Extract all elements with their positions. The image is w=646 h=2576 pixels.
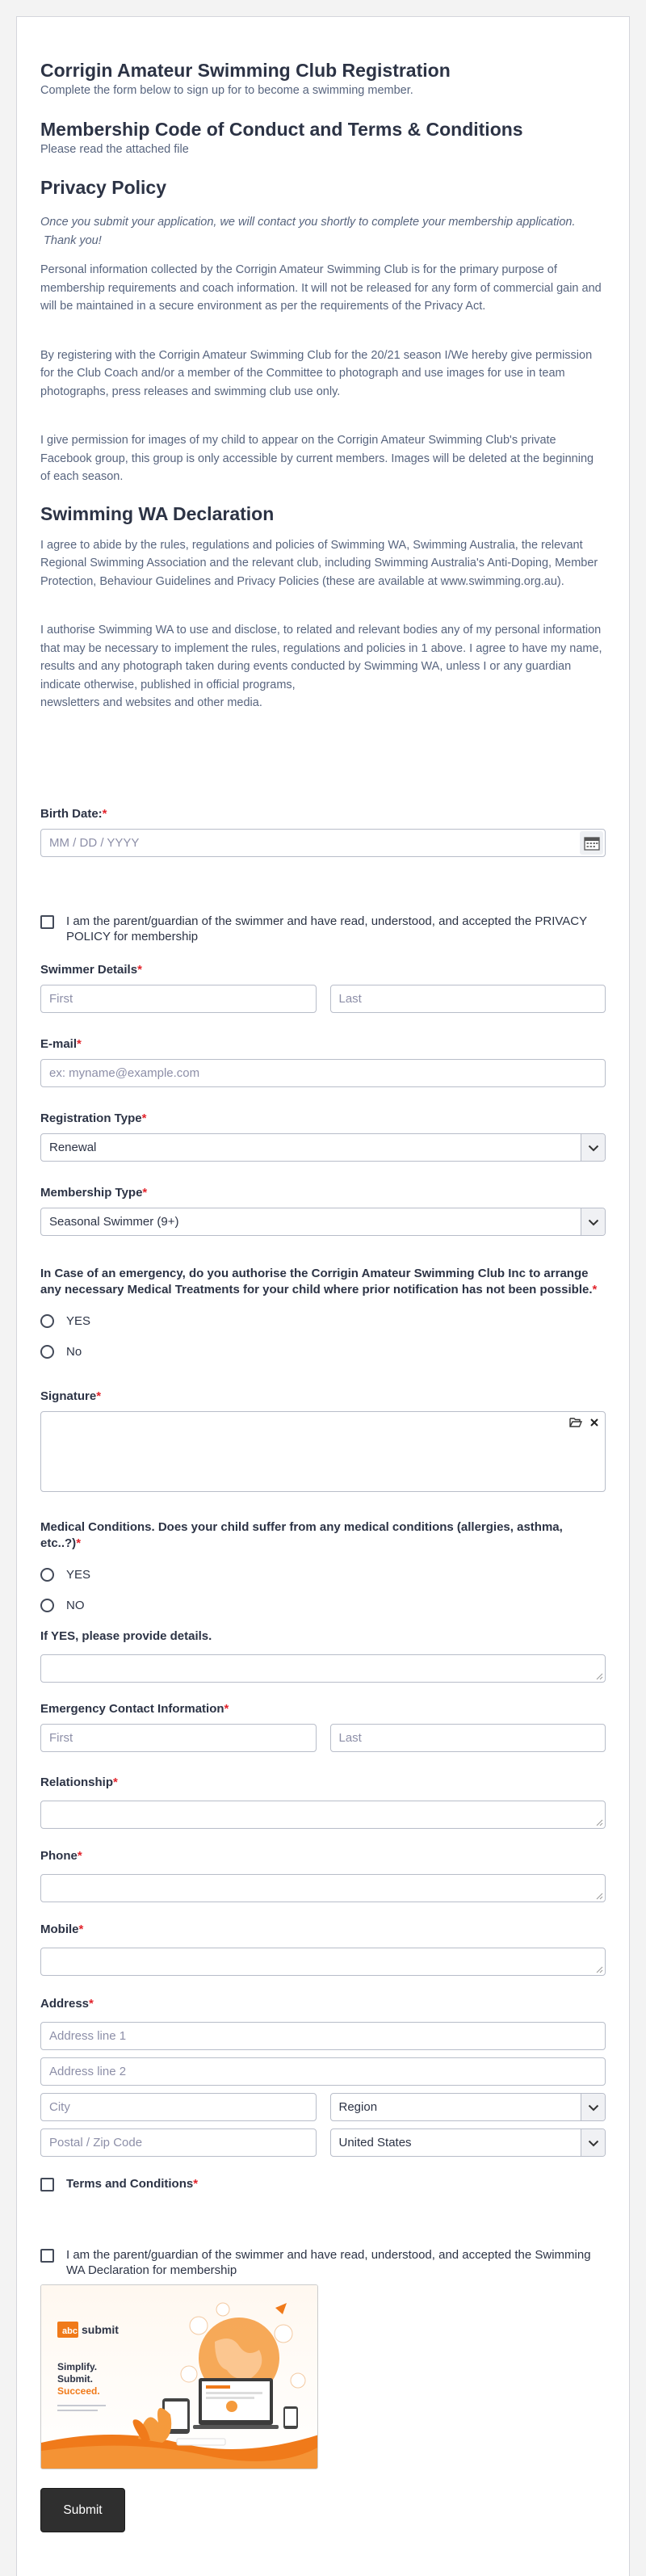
privacy-consent-box[interactable] [40,915,54,929]
privacy-paragraph-1: Personal information collected by the Corrigin Amateur Swimming Club is for the primary purpose of membership requirements and coach information. It will not be released for any form of commercial gain and will be maintained in a secure environment as per the requirements of the Privacy Act. [40,263,602,313]
country-select[interactable]: United States [330,2128,606,2157]
emergency-contact-field [40,1701,606,1752]
privacy-italic-note: Once you submit your application, we will contact you shortly to complete your membership application. Thank you! [40,216,576,247]
address-field [40,1996,606,2157]
relationship-field [40,1775,606,1829]
mobile-textarea[interactable] [40,1948,606,1976]
medical-details-label: If YES, please provide details. [40,1629,212,1643]
radio-button[interactable] [40,1568,54,1582]
emergency-contact-last-input[interactable]: Last [330,1724,606,1752]
calendar-icon[interactable] [580,831,603,855]
terms-box[interactable] [40,2178,54,2191]
membership-type-label: Membership Type* [40,1186,148,1200]
region-select[interactable]: Region [330,2093,606,2121]
abc-submit-promo-image [40,2284,318,2469]
brand-name-text: submit [82,2323,119,2336]
chevron-down-icon [581,2129,605,2157]
folder-open-icon[interactable] [569,1417,582,1431]
privacy-consent-checkbox[interactable] [40,914,606,944]
chevron-down-icon [581,1208,605,1236]
mobile-label: Mobile* [40,1923,84,1936]
tagline-1: Simplify. [57,2361,98,2372]
medical-conditions-label: Medical Conditions. Does your child suffer from any medical conditions (allergies, asthma, etc..?)* [40,1520,563,1550]
code-of-conduct-note: Please read the attached file [40,143,189,156]
terms-label: Terms and Conditions* [66,2177,199,2191]
chevron-down-icon [581,1134,605,1162]
privacy-consent-label: I am the parent/guardian of the swimmer and have read, understood, and accepted the PRIVACY POLICY for membership [66,914,587,943]
signature-pad[interactable] [40,1411,606,1492]
declaration-consent-checkbox[interactable] [40,2247,606,2278]
mobile-field [40,1922,606,1976]
emergency-treatment-label: In Case of an emergency, do you authorise the Corrigin Amateur Swimming Club Inc to arrange any necessary Medical Treatments for your child where prior notification has not been possible.* [40,1267,598,1296]
resize-grip-icon[interactable] [596,1893,603,1900]
medical-conditions-option-no[interactable]: NO [40,1597,606,1613]
birth-date-label: Birth Date:* [40,807,107,821]
swimmer-details-field [40,962,606,1013]
tagline-3: Succeed. [57,2385,100,2397]
declaration-consent-box[interactable] [40,2249,54,2263]
registration-type-field [40,1111,606,1162]
email-input[interactable]: ex: myname@example.com [40,1059,606,1087]
medical-conditions-field [40,1519,606,1613]
emergency-contact-label: Emergency Contact Information* [40,1702,229,1716]
membership-type-select[interactable]: Seasonal Swimmer (9+) [40,1208,606,1236]
swimmer-last-name-input[interactable]: Last [330,985,606,1013]
chevron-down-icon [581,2094,605,2121]
city-input[interactable]: City [40,2093,317,2121]
form-page [16,16,630,2576]
phone-label: Phone* [40,1849,82,1863]
emergency-contact-first-input[interactable]: First [40,1724,317,1752]
medical-details-textarea[interactable] [40,1654,606,1683]
signature-field [40,1389,606,1492]
radio-button[interactable] [40,1314,54,1328]
privacy-paragraph-2: By registering with the Corrigin Amateur Swimming Club for the 20/21 season I/We hereby give permission for the Club Coach and/or a member of the Committee to photograph and use images for use in team photographs, press releases and swimming club use only. [40,348,593,398]
terms-checkbox[interactable] [40,2176,606,2191]
resize-grip-icon[interactable] [596,1673,603,1680]
swimmer-details-label: Swimmer Details* [40,963,142,977]
relationship-textarea[interactable] [40,1801,606,1829]
medical-details-field [40,1628,606,1683]
postal-code-input[interactable]: Postal / Zip Code [40,2128,317,2157]
email-field [40,1036,606,1087]
declaration-paragraph-2: I authorise Swimming WA to use and disclose, to related and relevant bodies any of my personal information that may be necessary to implement the rules, regulations and policies in 1 above. I agree to have my name, results and any photograph taken during events conducted by Swimming WA, unless I or any guardian indicate otherwise, published in official programs, newsletters and websites and other media. [40,624,602,709]
swimmer-first-name-input[interactable]: First [40,985,317,1013]
birth-date-input[interactable]: MM / DD / YYYY [40,829,606,857]
code-of-conduct-heading: Membership Code of Conduct and Terms & Conditions [40,119,523,140]
email-label: E-mail* [40,1037,82,1051]
declaration-paragraph-1: I agree to abide by the rules, regulations and policies of Swimming WA, Swimming Australia, the relevant Regional Swimming Association and the relevant club, including Swimming Australia's Anti-Doping, Member Protection, Behaviour Guidelines and Privacy Policies (these are available at www.swimming.org.au). [40,538,598,588]
emergency-treatment-option-no[interactable]: No [40,1343,606,1359]
tagline-2: Submit. [57,2373,93,2385]
registration-type-label: Registration Type* [40,1112,147,1125]
privacy-policy-heading: Privacy Policy [40,177,166,198]
submit-button[interactable]: Submit [40,2488,125,2532]
medical-conditions-option-yes[interactable]: YES [40,1566,606,1582]
declaration-consent-label: I am the parent/guardian of the swimmer and have read, understood, and accepted the Swimming WA Declaration for membership [66,2248,591,2277]
form-title: Corrigin Amateur Swimming Club Registration [40,60,451,81]
resize-grip-icon[interactable] [596,1819,603,1826]
clear-signature-icon[interactable] [589,1417,599,1431]
registration-type-select[interactable]: Renewal [40,1133,606,1162]
emergency-treatment-option-yes[interactable]: YES [40,1313,606,1329]
resize-grip-icon[interactable] [596,1966,603,1973]
membership-type-field [40,1185,606,1236]
form-subtitle: Complete the form below to sign up for to become a swimming member. [40,84,413,97]
signature-label: Signature* [40,1389,102,1403]
abc-badge-text: abc [62,2326,78,2336]
emergency-treatment-field [40,1266,606,1359]
address-label: Address* [40,1997,94,2011]
radio-button[interactable] [40,1599,54,1612]
radio-button[interactable] [40,1345,54,1359]
relationship-label: Relationship* [40,1775,118,1789]
phone-textarea[interactable] [40,1874,606,1902]
address-line-2-input[interactable]: Address line 2 [40,2057,606,2086]
address-line-1-input[interactable]: Address line 1 [40,2022,606,2050]
birth-date-field [40,806,606,857]
declaration-heading: Swimming WA Declaration [40,502,275,524]
phone-field [40,1848,606,1902]
privacy-paragraph-3: I give permission for images of my child to appear on the Corrigin Amateur Swimming Club's private Facebook group, this group is only accessible by current members. Images will be deleted at the beginning of each season. [40,434,594,483]
